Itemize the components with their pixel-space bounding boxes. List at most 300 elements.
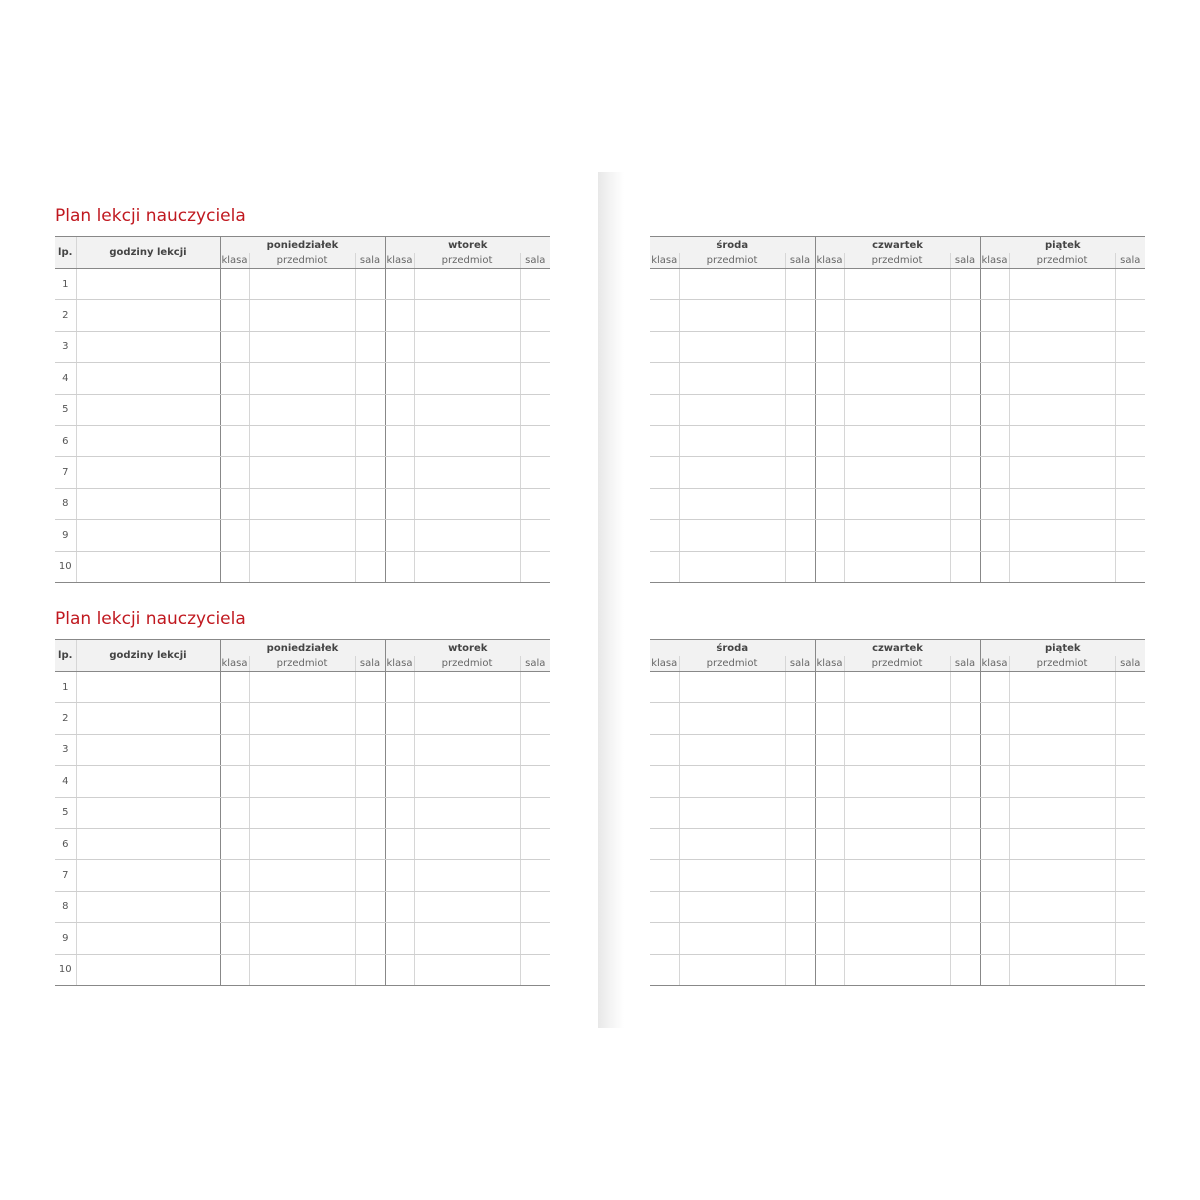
klasa-cell[interactable]	[220, 520, 249, 551]
klasa-cell[interactable]	[980, 520, 1009, 551]
sala-cell[interactable]	[785, 891, 815, 922]
sala-cell[interactable]	[950, 520, 980, 551]
klasa-cell[interactable]	[385, 520, 414, 551]
klasa-cell[interactable]	[220, 828, 249, 859]
klasa-cell[interactable]	[815, 551, 844, 582]
przedmiot-cell[interactable]	[1009, 394, 1115, 425]
klasa-cell[interactable]	[980, 828, 1009, 859]
klasa-cell[interactable]	[815, 672, 844, 703]
klasa-cell[interactable]	[815, 269, 844, 300]
klasa-cell[interactable]	[980, 703, 1009, 734]
przedmiot-cell[interactable]	[1009, 551, 1115, 582]
sala-cell[interactable]	[1115, 797, 1145, 828]
klasa-cell[interactable]	[815, 860, 844, 891]
przedmiot-cell[interactable]	[414, 331, 520, 362]
przedmiot-cell[interactable]	[249, 457, 355, 488]
przedmiot-cell[interactable]	[414, 672, 520, 703]
hours-cell[interactable]	[76, 766, 220, 797]
hours-cell[interactable]	[76, 488, 220, 519]
sala-cell[interactable]	[1115, 923, 1145, 954]
hours-cell[interactable]	[76, 300, 220, 331]
przedmiot-cell[interactable]	[1009, 954, 1115, 985]
przedmiot-cell[interactable]	[844, 488, 950, 519]
sala-cell[interactable]	[785, 734, 815, 765]
klasa-cell[interactable]	[220, 891, 249, 922]
przedmiot-cell[interactable]	[249, 269, 355, 300]
klasa-cell[interactable]	[650, 672, 679, 703]
klasa-cell[interactable]	[980, 269, 1009, 300]
klasa-cell[interactable]	[220, 766, 249, 797]
przedmiot-cell[interactable]	[414, 457, 520, 488]
klasa-cell[interactable]	[815, 300, 844, 331]
przedmiot-cell[interactable]	[1009, 363, 1115, 394]
sala-cell[interactable]	[785, 331, 815, 362]
klasa-cell[interactable]	[220, 457, 249, 488]
hours-cell[interactable]	[76, 828, 220, 859]
przedmiot-cell[interactable]	[249, 331, 355, 362]
sala-cell[interactable]	[355, 797, 385, 828]
klasa-cell[interactable]	[385, 551, 414, 582]
klasa-cell[interactable]	[980, 551, 1009, 582]
sala-cell[interactable]	[1115, 766, 1145, 797]
klasa-cell[interactable]	[815, 488, 844, 519]
przedmiot-cell[interactable]	[844, 891, 950, 922]
przedmiot-cell[interactable]	[844, 860, 950, 891]
przedmiot-cell[interactable]	[844, 734, 950, 765]
sala-cell[interactable]	[785, 300, 815, 331]
klasa-cell[interactable]	[815, 766, 844, 797]
hours-cell[interactable]	[76, 923, 220, 954]
przedmiot-cell[interactable]	[679, 954, 785, 985]
klasa-cell[interactable]	[650, 394, 679, 425]
hours-cell[interactable]	[76, 363, 220, 394]
sala-cell[interactable]	[785, 860, 815, 891]
przedmiot-cell[interactable]	[844, 457, 950, 488]
przedmiot-cell[interactable]	[249, 797, 355, 828]
przedmiot-cell[interactable]	[414, 954, 520, 985]
sala-cell[interactable]	[355, 363, 385, 394]
sala-cell[interactable]	[355, 703, 385, 734]
sala-cell[interactable]	[785, 923, 815, 954]
klasa-cell[interactable]	[650, 363, 679, 394]
sala-cell[interactable]	[1115, 860, 1145, 891]
sala-cell[interactable]	[520, 300, 550, 331]
sala-cell[interactable]	[950, 425, 980, 456]
hours-cell[interactable]	[76, 269, 220, 300]
przedmiot-cell[interactable]	[844, 331, 950, 362]
klasa-cell[interactable]	[220, 425, 249, 456]
sala-cell[interactable]	[950, 954, 980, 985]
sala-cell[interactable]	[950, 703, 980, 734]
klasa-cell[interactable]	[650, 860, 679, 891]
klasa-cell[interactable]	[980, 331, 1009, 362]
sala-cell[interactable]	[785, 488, 815, 519]
sala-cell[interactable]	[355, 954, 385, 985]
przedmiot-cell[interactable]	[414, 860, 520, 891]
sala-cell[interactable]	[355, 520, 385, 551]
klasa-cell[interactable]	[385, 703, 414, 734]
sala-cell[interactable]	[520, 703, 550, 734]
klasa-cell[interactable]	[650, 425, 679, 456]
klasa-cell[interactable]	[220, 300, 249, 331]
przedmiot-cell[interactable]	[844, 703, 950, 734]
klasa-cell[interactable]	[815, 520, 844, 551]
przedmiot-cell[interactable]	[249, 300, 355, 331]
klasa-cell[interactable]	[650, 797, 679, 828]
sala-cell[interactable]	[520, 269, 550, 300]
przedmiot-cell[interactable]	[1009, 734, 1115, 765]
sala-cell[interactable]	[785, 703, 815, 734]
przedmiot-cell[interactable]	[1009, 672, 1115, 703]
sala-cell[interactable]	[355, 891, 385, 922]
przedmiot-cell[interactable]	[844, 394, 950, 425]
klasa-cell[interactable]	[650, 923, 679, 954]
sala-cell[interactable]	[355, 551, 385, 582]
klasa-cell[interactable]	[385, 331, 414, 362]
klasa-cell[interactable]	[385, 766, 414, 797]
przedmiot-cell[interactable]	[414, 797, 520, 828]
przedmiot-cell[interactable]	[679, 860, 785, 891]
sala-cell[interactable]	[785, 363, 815, 394]
hours-cell[interactable]	[76, 891, 220, 922]
przedmiot-cell[interactable]	[414, 766, 520, 797]
przedmiot-cell[interactable]	[249, 551, 355, 582]
przedmiot-cell[interactable]	[679, 672, 785, 703]
hours-cell[interactable]	[76, 457, 220, 488]
przedmiot-cell[interactable]	[679, 766, 785, 797]
klasa-cell[interactable]	[980, 797, 1009, 828]
sala-cell[interactable]	[355, 734, 385, 765]
przedmiot-cell[interactable]	[679, 394, 785, 425]
sala-cell[interactable]	[950, 300, 980, 331]
przedmiot-cell[interactable]	[249, 520, 355, 551]
przedmiot-cell[interactable]	[1009, 488, 1115, 519]
przedmiot-cell[interactable]	[414, 300, 520, 331]
sala-cell[interactable]	[950, 734, 980, 765]
klasa-cell[interactable]	[650, 766, 679, 797]
sala-cell[interactable]	[1115, 703, 1145, 734]
sala-cell[interactable]	[355, 457, 385, 488]
sala-cell[interactable]	[1115, 488, 1145, 519]
sala-cell[interactable]	[355, 331, 385, 362]
sala-cell[interactable]	[520, 331, 550, 362]
sala-cell[interactable]	[1115, 331, 1145, 362]
klasa-cell[interactable]	[220, 551, 249, 582]
klasa-cell[interactable]	[650, 269, 679, 300]
sala-cell[interactable]	[355, 766, 385, 797]
klasa-cell[interactable]	[220, 672, 249, 703]
przedmiot-cell[interactable]	[1009, 457, 1115, 488]
sala-cell[interactable]	[1115, 734, 1145, 765]
klasa-cell[interactable]	[815, 394, 844, 425]
sala-cell[interactable]	[1115, 300, 1145, 331]
przedmiot-cell[interactable]	[249, 425, 355, 456]
sala-cell[interactable]	[1115, 954, 1145, 985]
klasa-cell[interactable]	[650, 488, 679, 519]
przedmiot-cell[interactable]	[1009, 703, 1115, 734]
klasa-cell[interactable]	[980, 734, 1009, 765]
klasa-cell[interactable]	[980, 891, 1009, 922]
klasa-cell[interactable]	[220, 703, 249, 734]
klasa-cell[interactable]	[220, 860, 249, 891]
klasa-cell[interactable]	[650, 891, 679, 922]
klasa-cell[interactable]	[385, 860, 414, 891]
klasa-cell[interactable]	[385, 828, 414, 859]
klasa-cell[interactable]	[815, 457, 844, 488]
przedmiot-cell[interactable]	[414, 394, 520, 425]
klasa-cell[interactable]	[980, 300, 1009, 331]
klasa-cell[interactable]	[385, 797, 414, 828]
przedmiot-cell[interactable]	[844, 672, 950, 703]
klasa-cell[interactable]	[385, 457, 414, 488]
przedmiot-cell[interactable]	[844, 766, 950, 797]
przedmiot-cell[interactable]	[414, 425, 520, 456]
przedmiot-cell[interactable]	[679, 734, 785, 765]
sala-cell[interactable]	[785, 672, 815, 703]
klasa-cell[interactable]	[385, 425, 414, 456]
sala-cell[interactable]	[950, 828, 980, 859]
sala-cell[interactable]	[1115, 394, 1145, 425]
klasa-cell[interactable]	[385, 363, 414, 394]
przedmiot-cell[interactable]	[844, 954, 950, 985]
sala-cell[interactable]	[355, 425, 385, 456]
sala-cell[interactable]	[520, 954, 550, 985]
przedmiot-cell[interactable]	[679, 828, 785, 859]
sala-cell[interactable]	[950, 797, 980, 828]
sala-cell[interactable]	[520, 425, 550, 456]
klasa-cell[interactable]	[815, 703, 844, 734]
przedmiot-cell[interactable]	[679, 269, 785, 300]
sala-cell[interactable]	[520, 891, 550, 922]
klasa-cell[interactable]	[385, 394, 414, 425]
klasa-cell[interactable]	[385, 954, 414, 985]
przedmiot-cell[interactable]	[679, 891, 785, 922]
hours-cell[interactable]	[76, 394, 220, 425]
sala-cell[interactable]	[355, 923, 385, 954]
hours-cell[interactable]	[76, 551, 220, 582]
sala-cell[interactable]	[785, 425, 815, 456]
przedmiot-cell[interactable]	[249, 923, 355, 954]
klasa-cell[interactable]	[385, 488, 414, 519]
klasa-cell[interactable]	[220, 394, 249, 425]
przedmiot-cell[interactable]	[679, 551, 785, 582]
przedmiot-cell[interactable]	[414, 891, 520, 922]
przedmiot-cell[interactable]	[249, 954, 355, 985]
sala-cell[interactable]	[785, 457, 815, 488]
sala-cell[interactable]	[785, 394, 815, 425]
przedmiot-cell[interactable]	[414, 551, 520, 582]
przedmiot-cell[interactable]	[844, 520, 950, 551]
przedmiot-cell[interactable]	[249, 734, 355, 765]
klasa-cell[interactable]	[980, 488, 1009, 519]
sala-cell[interactable]	[355, 269, 385, 300]
klasa-cell[interactable]	[385, 923, 414, 954]
przedmiot-cell[interactable]	[249, 703, 355, 734]
klasa-cell[interactable]	[815, 954, 844, 985]
sala-cell[interactable]	[950, 860, 980, 891]
klasa-cell[interactable]	[980, 363, 1009, 394]
hours-cell[interactable]	[76, 734, 220, 765]
klasa-cell[interactable]	[220, 331, 249, 362]
sala-cell[interactable]	[520, 766, 550, 797]
sala-cell[interactable]	[1115, 363, 1145, 394]
sala-cell[interactable]	[520, 457, 550, 488]
przedmiot-cell[interactable]	[414, 269, 520, 300]
sala-cell[interactable]	[1115, 457, 1145, 488]
sala-cell[interactable]	[520, 923, 550, 954]
hours-cell[interactable]	[76, 520, 220, 551]
sala-cell[interactable]	[950, 551, 980, 582]
przedmiot-cell[interactable]	[679, 923, 785, 954]
przedmiot-cell[interactable]	[844, 923, 950, 954]
sala-cell[interactable]	[950, 488, 980, 519]
klasa-cell[interactable]	[980, 766, 1009, 797]
sala-cell[interactable]	[520, 860, 550, 891]
sala-cell[interactable]	[520, 394, 550, 425]
sala-cell[interactable]	[520, 734, 550, 765]
przedmiot-cell[interactable]	[414, 520, 520, 551]
klasa-cell[interactable]	[385, 672, 414, 703]
hours-cell[interactable]	[76, 860, 220, 891]
klasa-cell[interactable]	[650, 520, 679, 551]
sala-cell[interactable]	[520, 488, 550, 519]
przedmiot-cell[interactable]	[844, 797, 950, 828]
klasa-cell[interactable]	[220, 269, 249, 300]
klasa-cell[interactable]	[650, 300, 679, 331]
przedmiot-cell[interactable]	[1009, 331, 1115, 362]
klasa-cell[interactable]	[980, 672, 1009, 703]
przedmiot-cell[interactable]	[1009, 269, 1115, 300]
sala-cell[interactable]	[785, 551, 815, 582]
klasa-cell[interactable]	[980, 954, 1009, 985]
sala-cell[interactable]	[785, 766, 815, 797]
klasa-cell[interactable]	[650, 954, 679, 985]
hours-cell[interactable]	[76, 703, 220, 734]
przedmiot-cell[interactable]	[679, 797, 785, 828]
sala-cell[interactable]	[1115, 672, 1145, 703]
sala-cell[interactable]	[950, 394, 980, 425]
przedmiot-cell[interactable]	[679, 488, 785, 519]
klasa-cell[interactable]	[385, 891, 414, 922]
klasa-cell[interactable]	[980, 923, 1009, 954]
sala-cell[interactable]	[355, 860, 385, 891]
przedmiot-cell[interactable]	[249, 394, 355, 425]
klasa-cell[interactable]	[220, 954, 249, 985]
klasa-cell[interactable]	[815, 425, 844, 456]
sala-cell[interactable]	[355, 300, 385, 331]
sala-cell[interactable]	[520, 551, 550, 582]
sala-cell[interactable]	[1115, 520, 1145, 551]
sala-cell[interactable]	[1115, 828, 1145, 859]
sala-cell[interactable]	[785, 797, 815, 828]
hours-cell[interactable]	[76, 331, 220, 362]
przedmiot-cell[interactable]	[1009, 425, 1115, 456]
klasa-cell[interactable]	[815, 891, 844, 922]
przedmiot-cell[interactable]	[679, 520, 785, 551]
sala-cell[interactable]	[520, 520, 550, 551]
klasa-cell[interactable]	[815, 828, 844, 859]
przedmiot-cell[interactable]	[249, 766, 355, 797]
klasa-cell[interactable]	[980, 394, 1009, 425]
przedmiot-cell[interactable]	[249, 672, 355, 703]
przedmiot-cell[interactable]	[414, 363, 520, 394]
przedmiot-cell[interactable]	[1009, 828, 1115, 859]
klasa-cell[interactable]	[385, 269, 414, 300]
klasa-cell[interactable]	[815, 734, 844, 765]
klasa-cell[interactable]	[980, 457, 1009, 488]
sala-cell[interactable]	[950, 457, 980, 488]
sala-cell[interactable]	[785, 520, 815, 551]
przedmiot-cell[interactable]	[249, 488, 355, 519]
przedmiot-cell[interactable]	[679, 331, 785, 362]
klasa-cell[interactable]	[815, 363, 844, 394]
przedmiot-cell[interactable]	[249, 860, 355, 891]
klasa-cell[interactable]	[220, 734, 249, 765]
klasa-cell[interactable]	[220, 488, 249, 519]
klasa-cell[interactable]	[220, 363, 249, 394]
przedmiot-cell[interactable]	[844, 269, 950, 300]
klasa-cell[interactable]	[980, 860, 1009, 891]
przedmiot-cell[interactable]	[249, 828, 355, 859]
klasa-cell[interactable]	[220, 797, 249, 828]
sala-cell[interactable]	[1115, 425, 1145, 456]
przedmiot-cell[interactable]	[679, 300, 785, 331]
hours-cell[interactable]	[76, 797, 220, 828]
przedmiot-cell[interactable]	[679, 703, 785, 734]
klasa-cell[interactable]	[650, 734, 679, 765]
hours-cell[interactable]	[76, 954, 220, 985]
sala-cell[interactable]	[785, 828, 815, 859]
klasa-cell[interactable]	[815, 923, 844, 954]
sala-cell[interactable]	[520, 797, 550, 828]
sala-cell[interactable]	[1115, 891, 1145, 922]
przedmiot-cell[interactable]	[679, 457, 785, 488]
sala-cell[interactable]	[1115, 551, 1145, 582]
sala-cell[interactable]	[950, 269, 980, 300]
przedmiot-cell[interactable]	[844, 828, 950, 859]
sala-cell[interactable]	[355, 672, 385, 703]
klasa-cell[interactable]	[220, 923, 249, 954]
przedmiot-cell[interactable]	[1009, 520, 1115, 551]
przedmiot-cell[interactable]	[1009, 891, 1115, 922]
klasa-cell[interactable]	[650, 457, 679, 488]
przedmiot-cell[interactable]	[414, 923, 520, 954]
sala-cell[interactable]	[355, 488, 385, 519]
przedmiot-cell[interactable]	[844, 300, 950, 331]
przedmiot-cell[interactable]	[844, 551, 950, 582]
klasa-cell[interactable]	[385, 734, 414, 765]
sala-cell[interactable]	[785, 954, 815, 985]
przedmiot-cell[interactable]	[844, 363, 950, 394]
przedmiot-cell[interactable]	[249, 891, 355, 922]
sala-cell[interactable]	[520, 828, 550, 859]
przedmiot-cell[interactable]	[249, 363, 355, 394]
przedmiot-cell[interactable]	[679, 425, 785, 456]
sala-cell[interactable]	[355, 394, 385, 425]
klasa-cell[interactable]	[650, 703, 679, 734]
sala-cell[interactable]	[950, 331, 980, 362]
sala-cell[interactable]	[950, 363, 980, 394]
przedmiot-cell[interactable]	[679, 363, 785, 394]
hours-cell[interactable]	[76, 672, 220, 703]
sala-cell[interactable]	[950, 923, 980, 954]
sala-cell[interactable]	[950, 672, 980, 703]
klasa-cell[interactable]	[815, 331, 844, 362]
sala-cell[interactable]	[950, 891, 980, 922]
przedmiot-cell[interactable]	[1009, 860, 1115, 891]
sala-cell[interactable]	[950, 766, 980, 797]
sala-cell[interactable]	[355, 828, 385, 859]
